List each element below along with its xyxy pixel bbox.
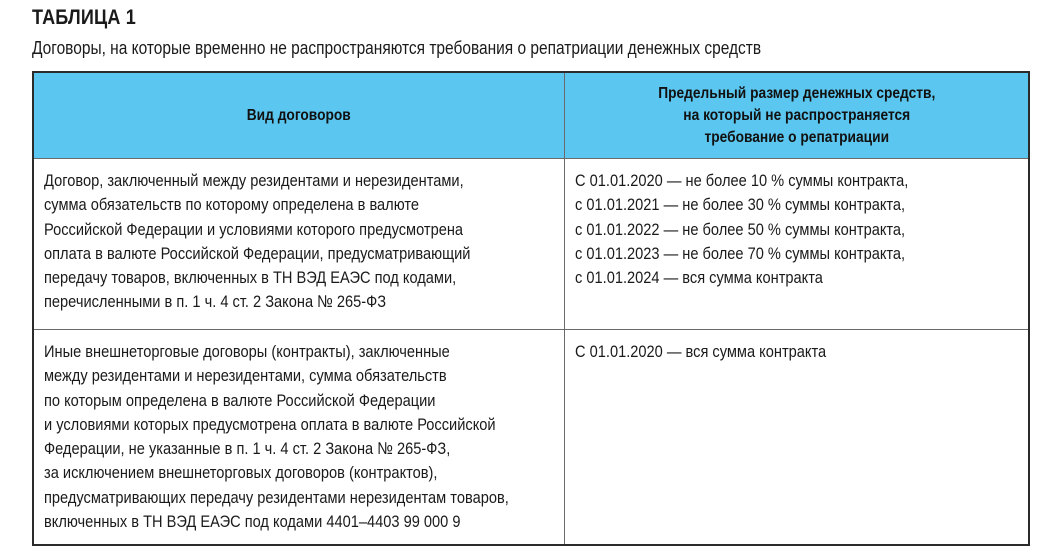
table-number-heading: ТАБЛИЦА 1 — [32, 6, 136, 29]
cell-line: по которым определена в валюте Российской Федерации — [44, 390, 436, 410]
cell-line: между резидентами и нерезидентами, сумма обязательств — [44, 366, 447, 386]
cell-line: с 01.01.2023 — не более 70 % суммы контракта, — [574, 243, 905, 263]
table-row — [33, 159, 1029, 330]
cell-line: с 01.01.2022 — не более 50 % суммы контракта, — [574, 219, 905, 239]
header-line: Вид договоров — [246, 106, 351, 124]
cell-line: Договор, заключенный между резидентами и нерезидентами, — [44, 171, 464, 190]
cell-line: Федерации, не указанные в п. 1 ч. 4 ст. 2 Закона № 265-ФЗ, — [44, 439, 451, 459]
repatriation-table — [32, 71, 1030, 546]
cell-line: Российской Федерации и условиями которого предусмотрена — [44, 219, 464, 239]
cell-contract-type — [33, 330, 564, 546]
cell-limit — [564, 159, 1029, 330]
cell-line: передачу товаров, включенных в ТН ВЭД ЕАЭС под кодами, — [44, 268, 457, 288]
cell-limit — [564, 330, 1029, 546]
cell-line: за исключением внешнеторговых договоров (контрактов), — [44, 463, 438, 483]
cell-line: с 01.01.2021 — не более 30 % суммы контракта, — [574, 195, 905, 215]
cell-line: оплата в валюте Российской Федерации, предусматривающий — [44, 243, 471, 263]
cell-line: С 01.01.2020 — вся сумма контракта — [574, 342, 826, 361]
header-line: требование о репатриации — [703, 128, 889, 146]
table-caption: Договоры, на которые временно не распространяются требования о репатриации денежных средств — [32, 38, 762, 58]
header-limit — [564, 72, 1029, 159]
cell-line: перечисленными в п. 1 ч. 4 ст. 2 Закона № 265-ФЗ — [44, 292, 387, 312]
cell-line: предусматривающих передачу резидентами нерезидентам товаров, — [44, 487, 509, 507]
cell-contract-type — [33, 159, 564, 330]
header-line: Предельный размер денежных средств, — [657, 84, 935, 102]
cell-line: и условиями которых предусмотрена оплата в валюте Российской — [44, 414, 496, 434]
cell-line: с 01.01.2024 — вся сумма контракта — [574, 268, 823, 288]
cell-line: С 01.01.2020 — не более 10 % суммы контракта, — [574, 171, 908, 190]
cell-line: Иные внешнеторговые договоры (контракты), заключенные — [44, 342, 450, 361]
table-row — [33, 330, 1029, 546]
header-contract-type — [33, 72, 564, 159]
cell-line: включенных в ТН ВЭД ЕАЭС под кодами 4401–4403 99 000 9 — [44, 512, 461, 532]
table-header-row — [33, 72, 1029, 159]
header-line: на который не распространяется — [682, 106, 910, 124]
cell-line: сумма обязательств по которому определена в валюте — [44, 195, 420, 215]
